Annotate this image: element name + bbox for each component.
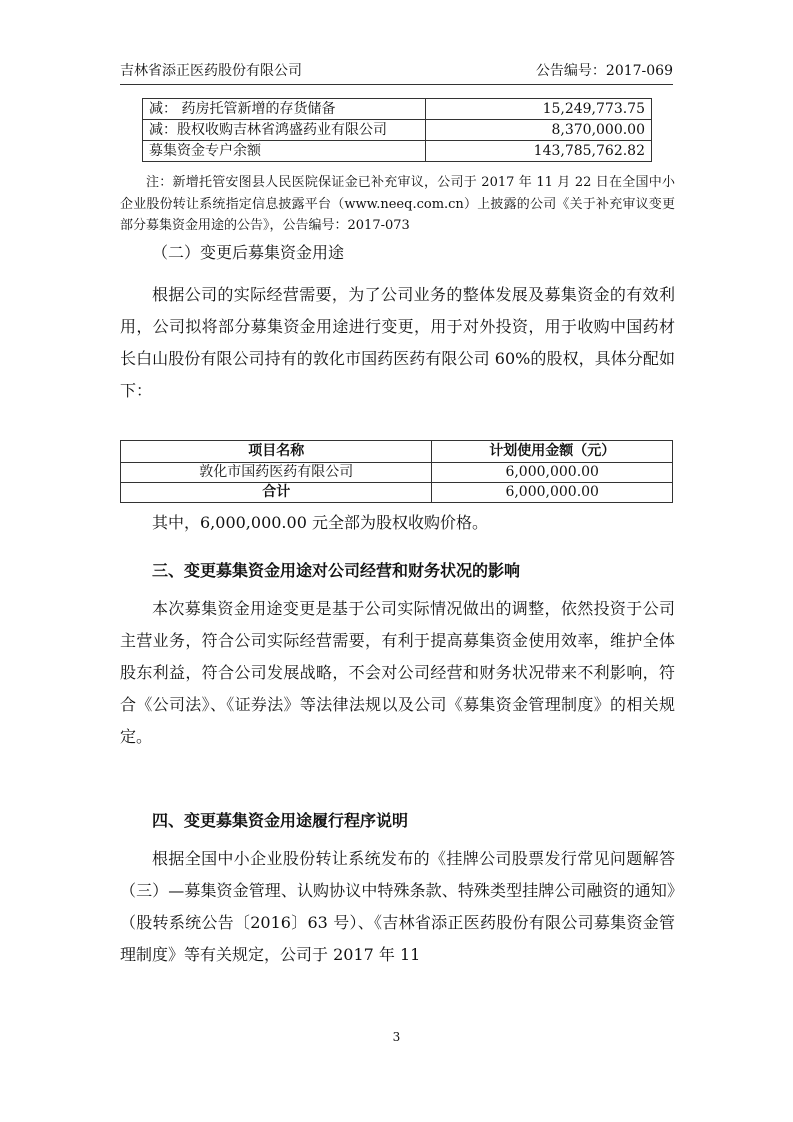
table-cell: 6,000,000.00 <box>432 463 673 483</box>
table-cell: 8,370,000.00 <box>426 120 652 141</box>
total-amount: 6,000,000.00 <box>432 483 673 503</box>
allocation-table <box>120 440 673 503</box>
paragraph-procedure: 根据全国中小企业股份转让系统发布的《挂牌公司股票发行常见问题解答（三）—募集资金管理、认购协议中特殊条款、特殊类型挂牌公司融资的通知》（股转系统公告〔2016〕63 号）、《吉林省添正医药股份有限公司募集资金管理制度》等有关规定，公司于 2017 年 11 <box>120 849 675 964</box>
table-cell: 敦化市国药医药有限公司 <box>121 463 432 483</box>
table-note: 注：新增托管安图县人民医院保证金已补充审议，公司于 2017 年 11 月 22 日在全国中小企业股份转让系统指定信息披露平台（www.neeq.com.cn）上披露的公司《关于补充审议变更部分募集资金用途的公告》，公告编号：2017-073 <box>120 175 675 233</box>
table-row <box>143 141 652 162</box>
total-label: 合计 <box>121 483 432 503</box>
fund-balance-table <box>142 98 652 162</box>
page-header <box>120 58 673 85</box>
header-notice-number: 公告编号：2017-069 <box>535 63 673 79</box>
paragraph-impact: 本次募集资金用途变更是基于公司实际情况做出的调整，依然投资于公司主营业务，符合公司实际经营需要，有利于提高募集资金使用效率，维护全体股东利益，符合公司发展战略，不会对公司经营和财务状况带来不利影响，符合《公司法》、《证券法》等法律法规以及公司《募集资金管理制度》的相关规定。 <box>120 599 675 746</box>
table-cell: 143,785,762.82 <box>426 141 652 162</box>
section-heading-4: 四、变更募集资金用途履行程序说明 <box>152 811 409 830</box>
page-number: 3 <box>392 1030 401 1044</box>
section-heading-3: 三、变更募集资金用途对公司经营和财务状况的影响 <box>152 561 521 580</box>
paragraph-price: 其中，6,000,000.00 元全部为股权收购价格。 <box>152 513 488 532</box>
table-cell: 募集资金专户余额 <box>143 141 426 162</box>
table-row <box>143 99 652 120</box>
table-header-row <box>121 441 673 463</box>
paragraph-usage: 根据公司的实际经营需要，为了公司业务的整体发展及募集资金的有效利用，公司拟将部分募集资金用途进行变更，用于对外投资，用于收购中国药材长白山股份有限公司持有的敦化市国药医药有限公司 60%的股权，具体分配如下： <box>120 285 675 400</box>
table-cell: 15,249,773.75 <box>426 99 652 120</box>
table-total-row <box>121 483 673 503</box>
subsection-title: （二）变更后募集资金用途 <box>152 243 345 262</box>
column-header-name: 项目名称 <box>121 441 432 463</box>
column-header-amount: 计划使用金额（元） <box>432 441 673 463</box>
table-cell: 减：股权收购吉林省鸿盛药业有限公司 <box>143 120 426 141</box>
table-cell: 减： 药房托管新增的存货储备 <box>143 99 426 120</box>
table-row <box>143 120 652 141</box>
table-row <box>121 463 673 483</box>
header-company: 吉林省添正医药股份有限公司 <box>120 63 302 79</box>
